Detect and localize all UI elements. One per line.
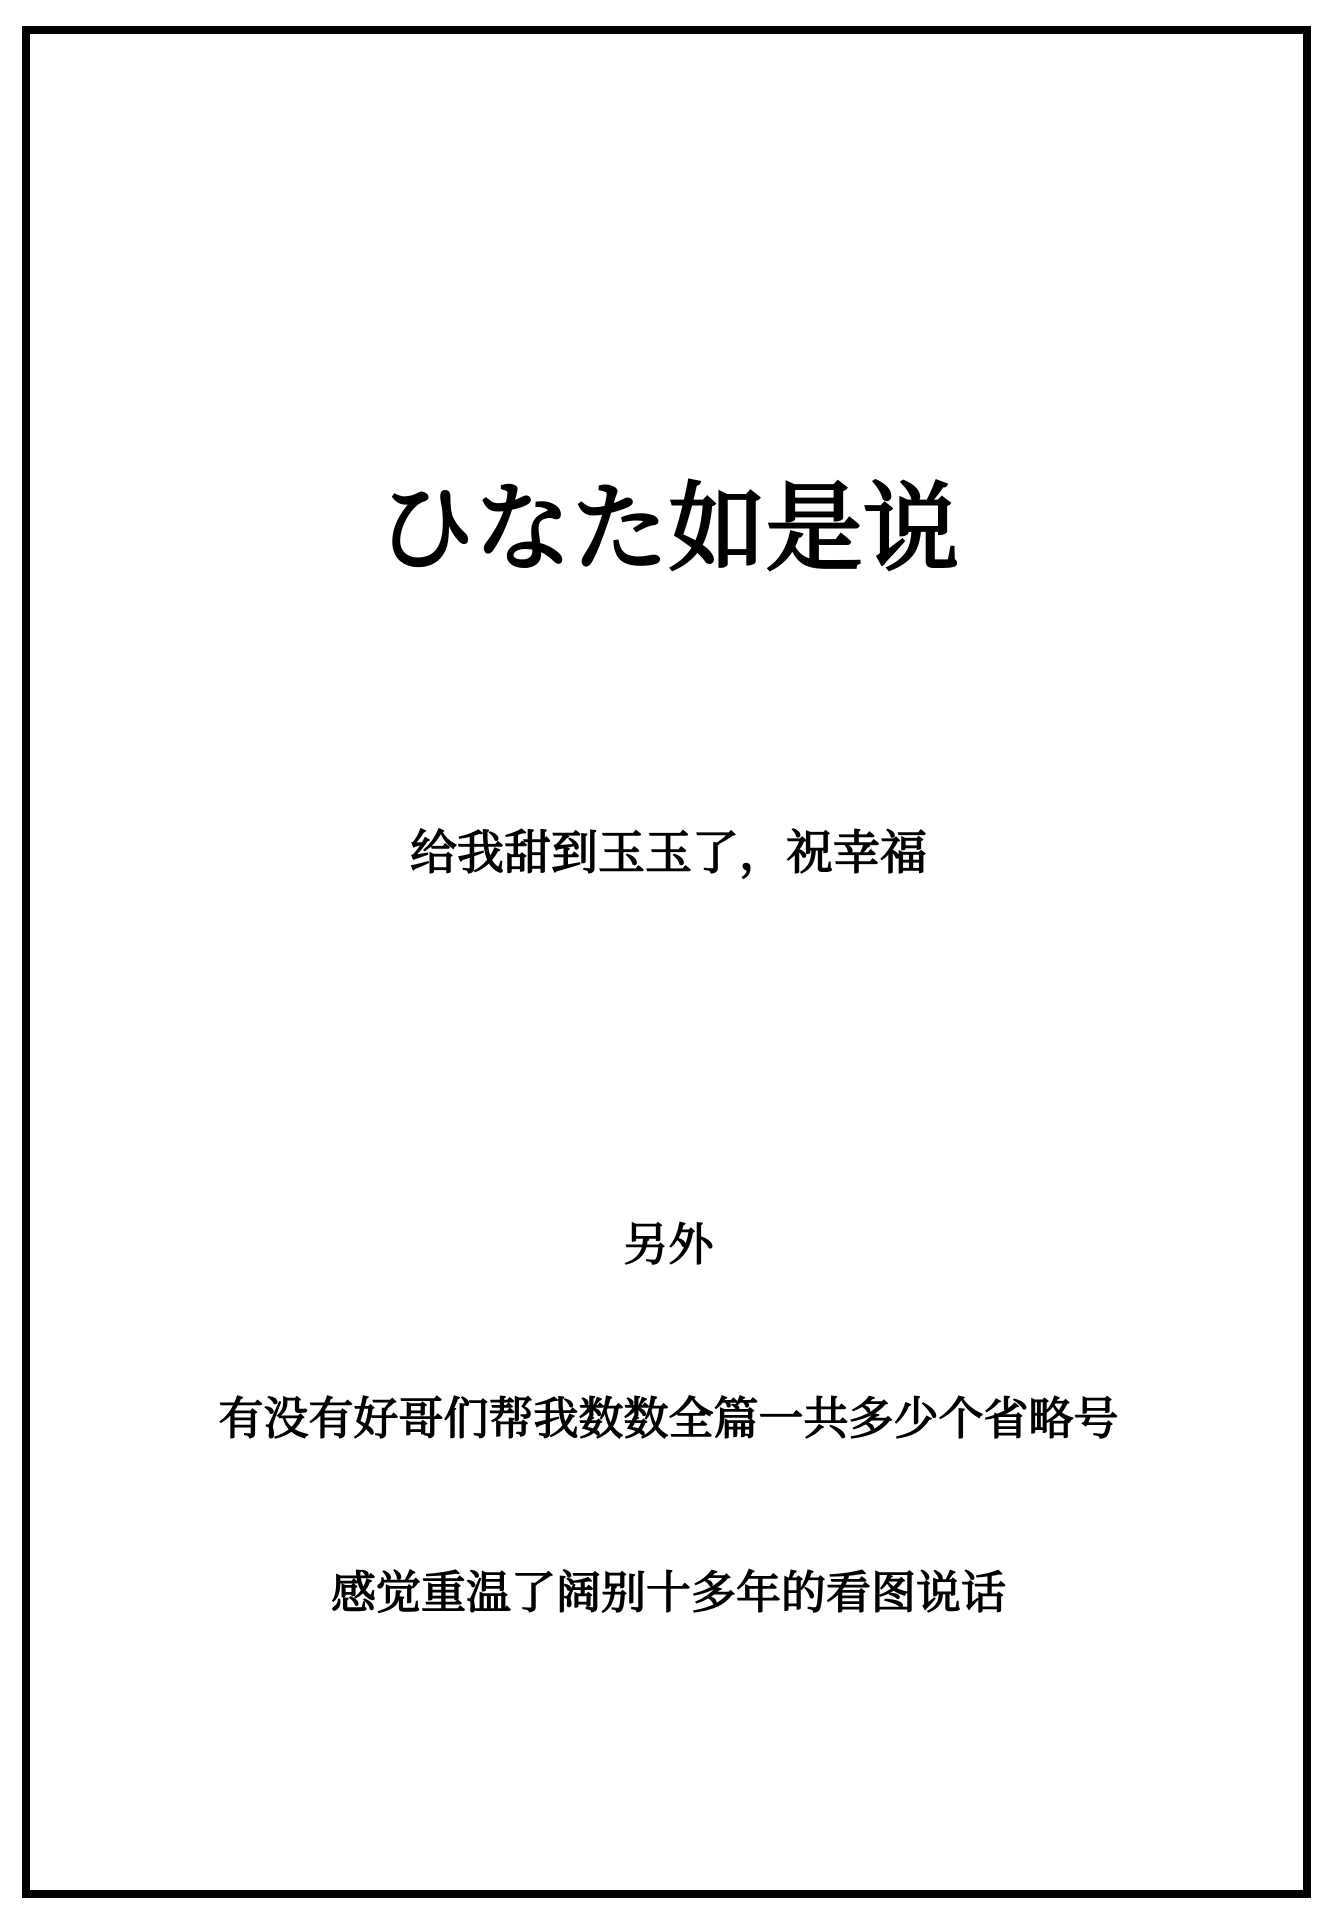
note-line-2: 有没有好哥们帮我数数全篇一共多少个省略号 [218,1393,1119,1444]
note-line-1: 另外 [623,1219,714,1270]
afterword-note [0,1100,1337,1680]
page-title: ひなた如是说 [377,473,960,583]
afterword-message: 给我甜到玉玉了，祝幸福 [410,826,927,879]
note-line-3: 感觉重温了阔别十多年的看图说话 [330,1567,1006,1618]
